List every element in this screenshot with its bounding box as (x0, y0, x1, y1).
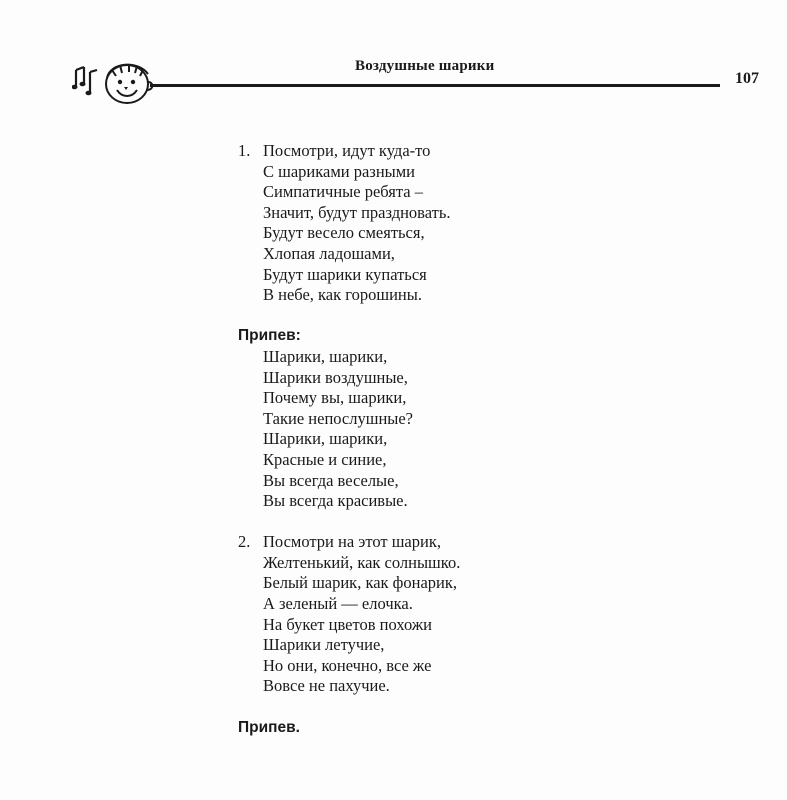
verse-line: Желтенький, как солнышко. (263, 552, 461, 572)
verse-2 (238, 532, 578, 697)
refrain-line: Вы всегда веселые, (263, 470, 399, 490)
verse-line: Но они, конечно, все же (263, 655, 432, 675)
header-rule (150, 84, 720, 87)
verse-line: С шариками разными (263, 161, 416, 181)
verse-line (238, 141, 578, 162)
refrain-line: Шарики, шарики, (263, 429, 388, 449)
verse-number: 2. (238, 532, 251, 552)
verse-line: Хлопая ладошами, (263, 243, 395, 263)
refrain-heading: Припев: (238, 327, 301, 345)
verse-line: В небе, как горошины. (263, 285, 422, 305)
refrain-repeat-heading: Припев. (238, 718, 300, 736)
verse-1 (238, 141, 578, 306)
refrain-line: Такие непослушные? (263, 408, 414, 428)
verse-line: На букет цветов похожи (263, 614, 433, 634)
stanza-gap (238, 697, 578, 718)
refrain-line: Шарики воздушные, (263, 367, 408, 387)
verse-line: Будут весело смеяться, (263, 223, 425, 243)
stanza-gap (238, 306, 578, 327)
verse-line: Шарики летучие, (263, 635, 385, 655)
refrain-line: Красные и синие, (263, 449, 387, 469)
boy-with-music-notes-icon (72, 56, 156, 106)
page-number: 107 (735, 70, 759, 87)
song-lyrics (238, 141, 578, 738)
stanza-gap (238, 512, 578, 533)
refrain-line: Почему вы, шарики, (263, 388, 407, 408)
verse-line: Вовсе не пахучие. (263, 676, 390, 696)
verse-line: А зеленый — елочка. (263, 594, 413, 614)
refrain (238, 326, 578, 511)
verse-line-text: Посмотри, идут куда-то (263, 141, 431, 160)
verse-line: Симпатичные ребята – (263, 182, 423, 202)
verse-number: 1. (238, 141, 251, 160)
verse-line: Значит, будут праздновать. (263, 202, 451, 222)
verse-line (238, 532, 578, 553)
running-title: Воздушные шарики (355, 58, 495, 74)
verse-line: Будут шарики купаться (263, 264, 427, 284)
refrain-line: Вы всегда красивые. (263, 491, 408, 511)
verse-line-text: Посмотри на этот шарик, (263, 532, 441, 552)
verse-line: Белый шарик, как фонарик, (263, 573, 457, 593)
refrain-line: Шарики, шарики, (263, 346, 388, 366)
